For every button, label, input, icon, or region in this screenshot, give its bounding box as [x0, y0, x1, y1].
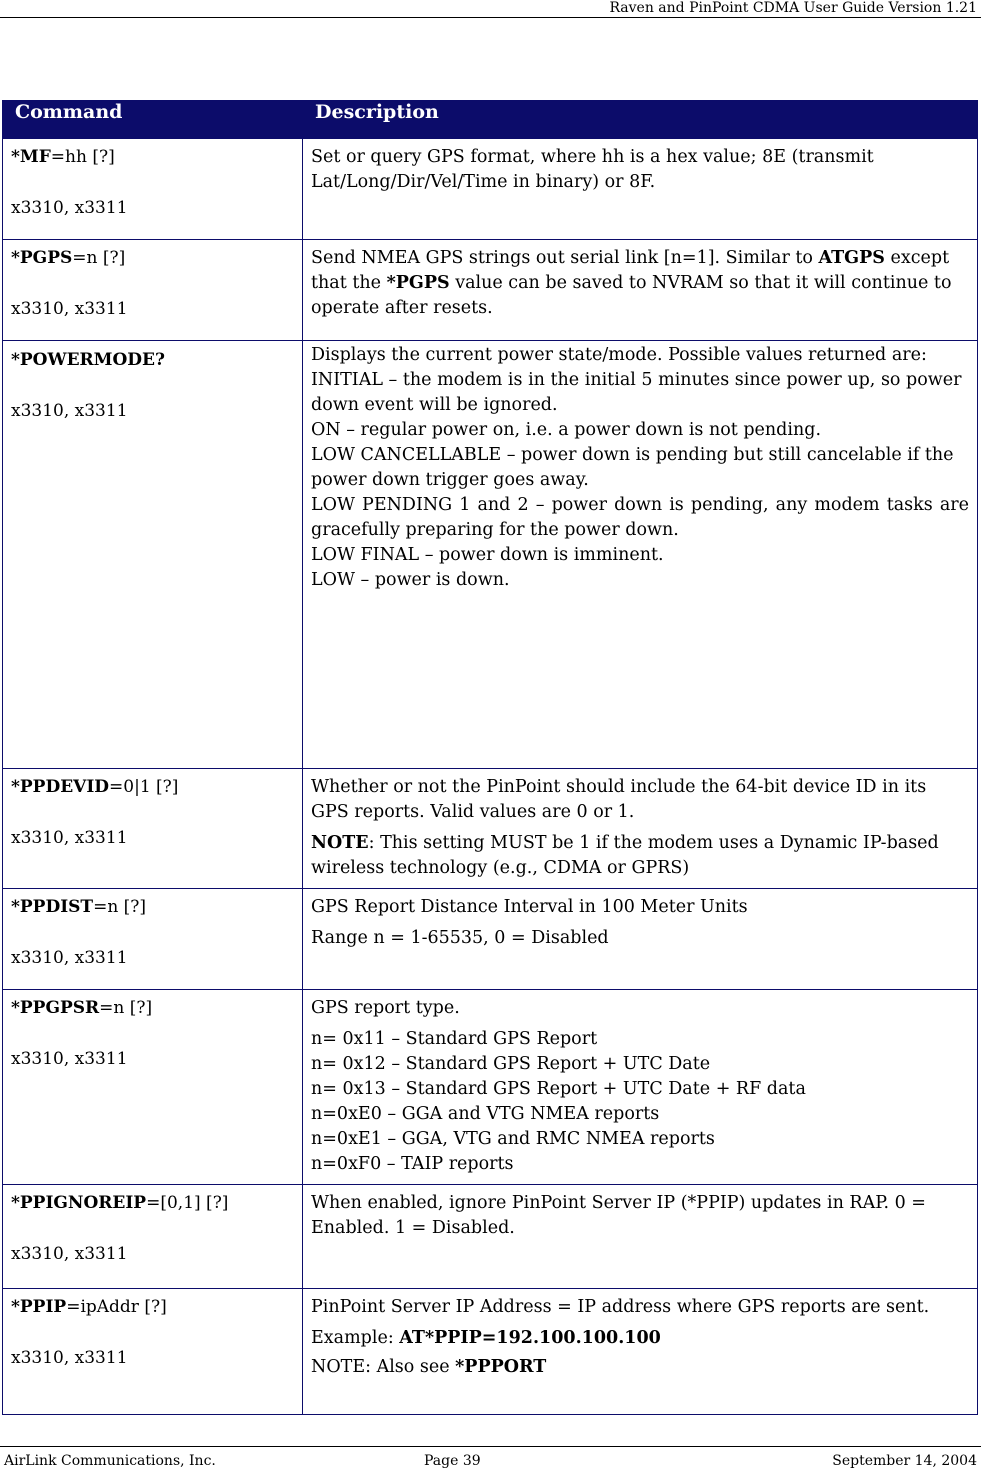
- command-table: [2, 100, 978, 1415]
- command-args: =0|1 [?]: [109, 777, 179, 797]
- command-models: x3310, x3311: [11, 1348, 128, 1368]
- note-text: NOTE: This setting MUST be 1 if the modem uses a Dynamic IP-based wireless technology (e.g., CDMA or GPRS): [311, 833, 939, 878]
- table-row: [3, 1185, 978, 1289]
- description-text: Set or query GPS format, where hh is a hex value; 8E (transmit Lat/Long/Dir/Vel/Time in binary) or 8F.: [311, 147, 874, 192]
- command-args: =ipAddr [?]: [66, 1297, 167, 1317]
- description-text: LOW – power is down.: [311, 570, 510, 590]
- description-cell: [303, 341, 978, 769]
- column-header-command: Command: [3, 101, 303, 139]
- command-args: =n [?]: [72, 248, 126, 268]
- description-cell: [303, 990, 978, 1185]
- command-name: *PPDIST: [11, 897, 94, 917]
- command-models: x3310, x3311: [11, 1244, 128, 1264]
- description-cell: [303, 1289, 978, 1415]
- report-type-line: n= 0x13 – Standard GPS Report + UTC Date + RF data: [311, 1079, 806, 1099]
- command-args: =n [?]: [93, 897, 147, 917]
- report-type-line: n= 0x12 – Standard GPS Report + UTC Date: [311, 1054, 711, 1074]
- command-cell: [3, 139, 303, 240]
- table-row: [3, 139, 978, 240]
- description-text: INITIAL – the modem is in the initial 5 minutes since power up, so power down event will be ignored.: [311, 370, 962, 415]
- description-text: Range n = 1-65535, 0 = Disabled: [311, 928, 609, 948]
- command-args: =hh [?]: [50, 147, 115, 167]
- page-header: [0, 0, 981, 18]
- footer-date: September 14, 2004: [832, 1453, 977, 1469]
- command-cell: [3, 990, 303, 1185]
- description-text: ON – regular power on, i.e. a power down is not pending.: [311, 420, 822, 440]
- description-text: GPS Report Distance Interval in 100 Meter Units: [311, 897, 748, 917]
- command-name: *POWERMODE?: [11, 350, 165, 370]
- command-cell: [3, 889, 303, 990]
- report-type-line: n=0xF0 – TAIP reports: [311, 1154, 514, 1174]
- command-models: x3310, x3311: [11, 828, 128, 848]
- command-name: *PPGPSR: [11, 998, 100, 1018]
- footer-page-number: Page 39: [424, 1453, 481, 1469]
- command-name: *PGPS: [11, 248, 73, 268]
- description-cell: [303, 139, 978, 240]
- command-cell: [3, 769, 303, 889]
- command-name: *PPDEVID: [11, 777, 110, 797]
- description-cell: [303, 889, 978, 990]
- command-models: x3310, x3311: [11, 299, 128, 319]
- example-text: Example: AT*PPIP=192.100.100.100: [311, 1328, 661, 1348]
- description-cell: [303, 240, 978, 341]
- description-text: LOW CANCELLABLE – power down is pending but still cancelable if the power down trigger goes away.: [311, 445, 954, 490]
- command-name: *MF: [11, 147, 51, 167]
- table-row: [3, 240, 978, 341]
- command-name: *PPIP: [11, 1297, 67, 1317]
- command-args: =n [?]: [99, 998, 153, 1018]
- table-row: [3, 1289, 978, 1415]
- description-text: Displays the current power state/mode. Possible values returned are:: [311, 345, 927, 365]
- command-name: *PPIGNOREIP: [11, 1193, 147, 1213]
- command-cell: [3, 1185, 303, 1289]
- table-row: [3, 341, 978, 769]
- table-row: [3, 889, 978, 990]
- table-row: [3, 990, 978, 1185]
- command-cell: [3, 341, 303, 769]
- description-cell: [303, 769, 978, 889]
- command-cell: [3, 240, 303, 341]
- report-type-line: n=0xE1 – GGA, VTG and RMC NMEA reports: [311, 1129, 715, 1149]
- description-text: PinPoint Server IP Address = IP address where GPS reports are sent.: [311, 1297, 930, 1317]
- see-also-text: NOTE: Also see *PPPORT: [311, 1357, 547, 1377]
- description-text: LOW PENDING 1 and 2 – power down is pending, any modem tasks are gracefully preparing for the power down.: [311, 495, 969, 540]
- column-header-description: Description: [303, 101, 978, 139]
- description-text: LOW FINAL – power down is imminent.: [311, 545, 664, 565]
- page-footer: [0, 1446, 981, 1471]
- report-type-line: n=0xE0 – GGA and VTG NMEA reports: [311, 1104, 660, 1124]
- command-models: x3310, x3311: [11, 948, 128, 968]
- table-row: [3, 769, 978, 889]
- table-header-row: [3, 101, 978, 139]
- description-text: Whether or not the PinPoint should include the 64-bit device ID in its GPS reports. Valid values are 0 or 1.: [311, 777, 927, 822]
- description-text: When enabled, ignore PinPoint Server IP (*PPIP) updates in RAP. 0 = Enabled. 1 = Disabled.: [311, 1193, 926, 1238]
- command-args: =[0,1] [?]: [146, 1193, 229, 1213]
- command-models: x3310, x3311: [11, 401, 128, 421]
- command-cell: [3, 1289, 303, 1415]
- description-text: Send NMEA GPS strings out serial link [n=1]. Similar to ATGPS except that the *PGPS value can be saved to NVRAM so that it will continue to operate after resets.: [311, 248, 952, 318]
- footer-company: AirLink Communications, Inc.: [4, 1453, 216, 1469]
- header-title: Raven and PinPoint CDMA User Guide Version 1.21: [609, 0, 977, 16]
- description-text: GPS report type.: [311, 998, 460, 1018]
- command-models: x3310, x3311: [11, 198, 128, 218]
- report-type-line: n= 0x11 – Standard GPS Report: [311, 1029, 598, 1049]
- description-cell: [303, 1185, 978, 1289]
- command-models: x3310, x3311: [11, 1049, 128, 1069]
